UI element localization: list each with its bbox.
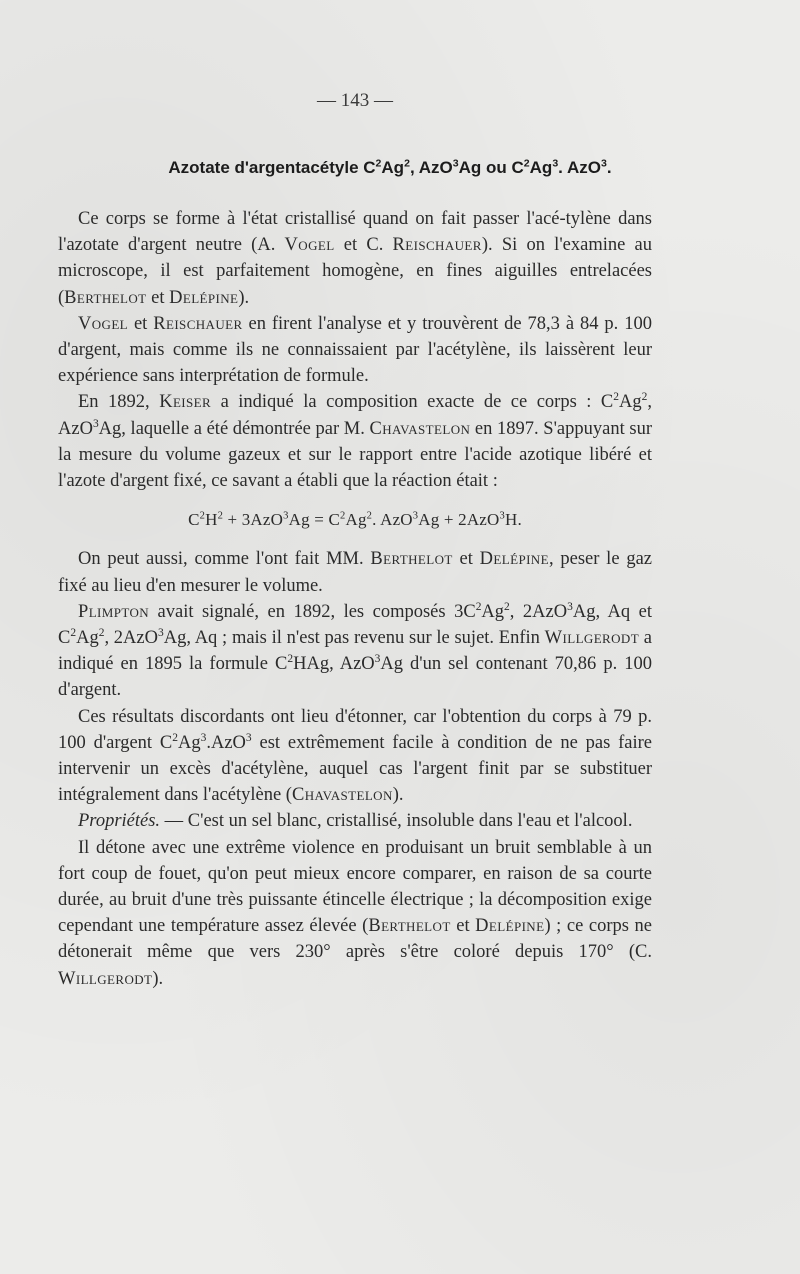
paragraph-6: Ces résultats discordants ont lieu d'étonner, car l'obtention du corps à 79 p. 100 d'argent $C^2Ag^3.AzO^3$ est extrêmement facile à condition de ne pas faire intervenir un excès d'acétylène, auquel cas l'argent finit par se substituer intégralement dans l'acétylène (Chavastelon). [58, 706, 653, 806]
page-number: — 143 — [317, 90, 393, 111]
paragraph-2: Vogel et Reischauer en firent l'analyse et y trouvèrent de 78,3 à 84 p. 100 d'argent, mais comme ils ne connaissaient par l'acétylène, ils laissèrent leur expérience sans interprétation de formule. [58, 313, 652, 387]
author-name: Willgerodt [544, 628, 640, 649]
author-name: Berthelot [368, 916, 451, 937]
author-name: Reischauer [392, 235, 482, 256]
author-name: Reischauer [153, 313, 243, 334]
author-name: Plimpton [78, 601, 150, 622]
paragraph-1: Ce corps se forme à l'état cristallisé quand on fait passer l'acé-tylène dans l'azotate d'argent neutre (A. Vogel et C. Reischauer). Si on l'examine au microscope, il est parfaitement homogène, en fines aiguilles entrelacées (Berthelot et Delépine). [58, 209, 652, 308]
author-name: Willgerodt [58, 968, 153, 989]
body-text [58, 206, 652, 992]
author-name: Vogel [284, 235, 335, 256]
paragraph-3: En 1892, Keiser a indiqué la composition exacte de ce corps : $C^2Ag^2$, AzO$^3$Ag, laquelle a été démontrée par M. Chavastelon en 1897. S'appuyant sur la mesure du volume gazeux et sur le rapport entre l'acide azotique libéré et l'azote d'argent fixé, ce savant a établi que la réaction était : [58, 391, 652, 492]
author-name: Berthelot [370, 549, 453, 570]
paragraph-5: Plimpton avait signalé, en 1892, les composés $3C^2Ag^2$, 2AzO$^3$Ag, Aq et $C^2Ag^2$, 2AzO$^3$Ag, Aq ; mais il n'est pas revenu sur le sujet. Enfin Willgerodt a indiqué en 1895 la formule $C^2HAg$, AzO$^3$Ag d'un sel contenant 70,86 p. 100 d'argent. [58, 600, 652, 701]
author-name: Berthelot [64, 287, 147, 308]
author-name: Delépine [169, 287, 239, 308]
section-title: Azotate d'argentacétyle $C^2Ag^2$, AzO$^3$Ag ou $C^2Ag^3$. AzO$^3$. [168, 157, 612, 177]
author-name: Chavastelon [291, 785, 393, 806]
author-name: Vogel [78, 313, 129, 334]
title-text: Azotate d'argentacétyle C [168, 158, 376, 177]
author-name: Delépine [479, 549, 549, 570]
author-name: Delépine [475, 916, 545, 937]
chemical-equation: $C^2H^2 + 3AzO^3Ag = C^2Ag^2$. AzO$^3$Ag + 2AzO$^3$H. [188, 510, 522, 530]
properties-heading: Propriétés. [78, 811, 161, 832]
paragraph-4: On peut aussi, comme l'ont fait MM. Berthelot et Delépine, peser le gaz fixé au lieu d'en mesurer le volume. [58, 549, 653, 596]
author-name: Chavastelon [369, 418, 471, 439]
author-name: Keiser [159, 392, 212, 413]
paragraph-7: Propriétés. — C'est un sel blanc, cristallisé, insoluble dans l'eau et l'alcool. [78, 811, 633, 832]
paragraph-8: Il détone avec une extrême violence en produisant un bruit semblable à un fort coup de fouet, qu'on peut mieux encore comparer, en raison de sa courte durée, au bruit d'une très puissante étincelle électrique ; la décomposition exige cependant une température assez élevée (Berthelot et Delépine) ; ce corps ne détonerait même que vers 230° après s'être coloré depuis 170° (C. Willgerodt). [58, 837, 652, 989]
